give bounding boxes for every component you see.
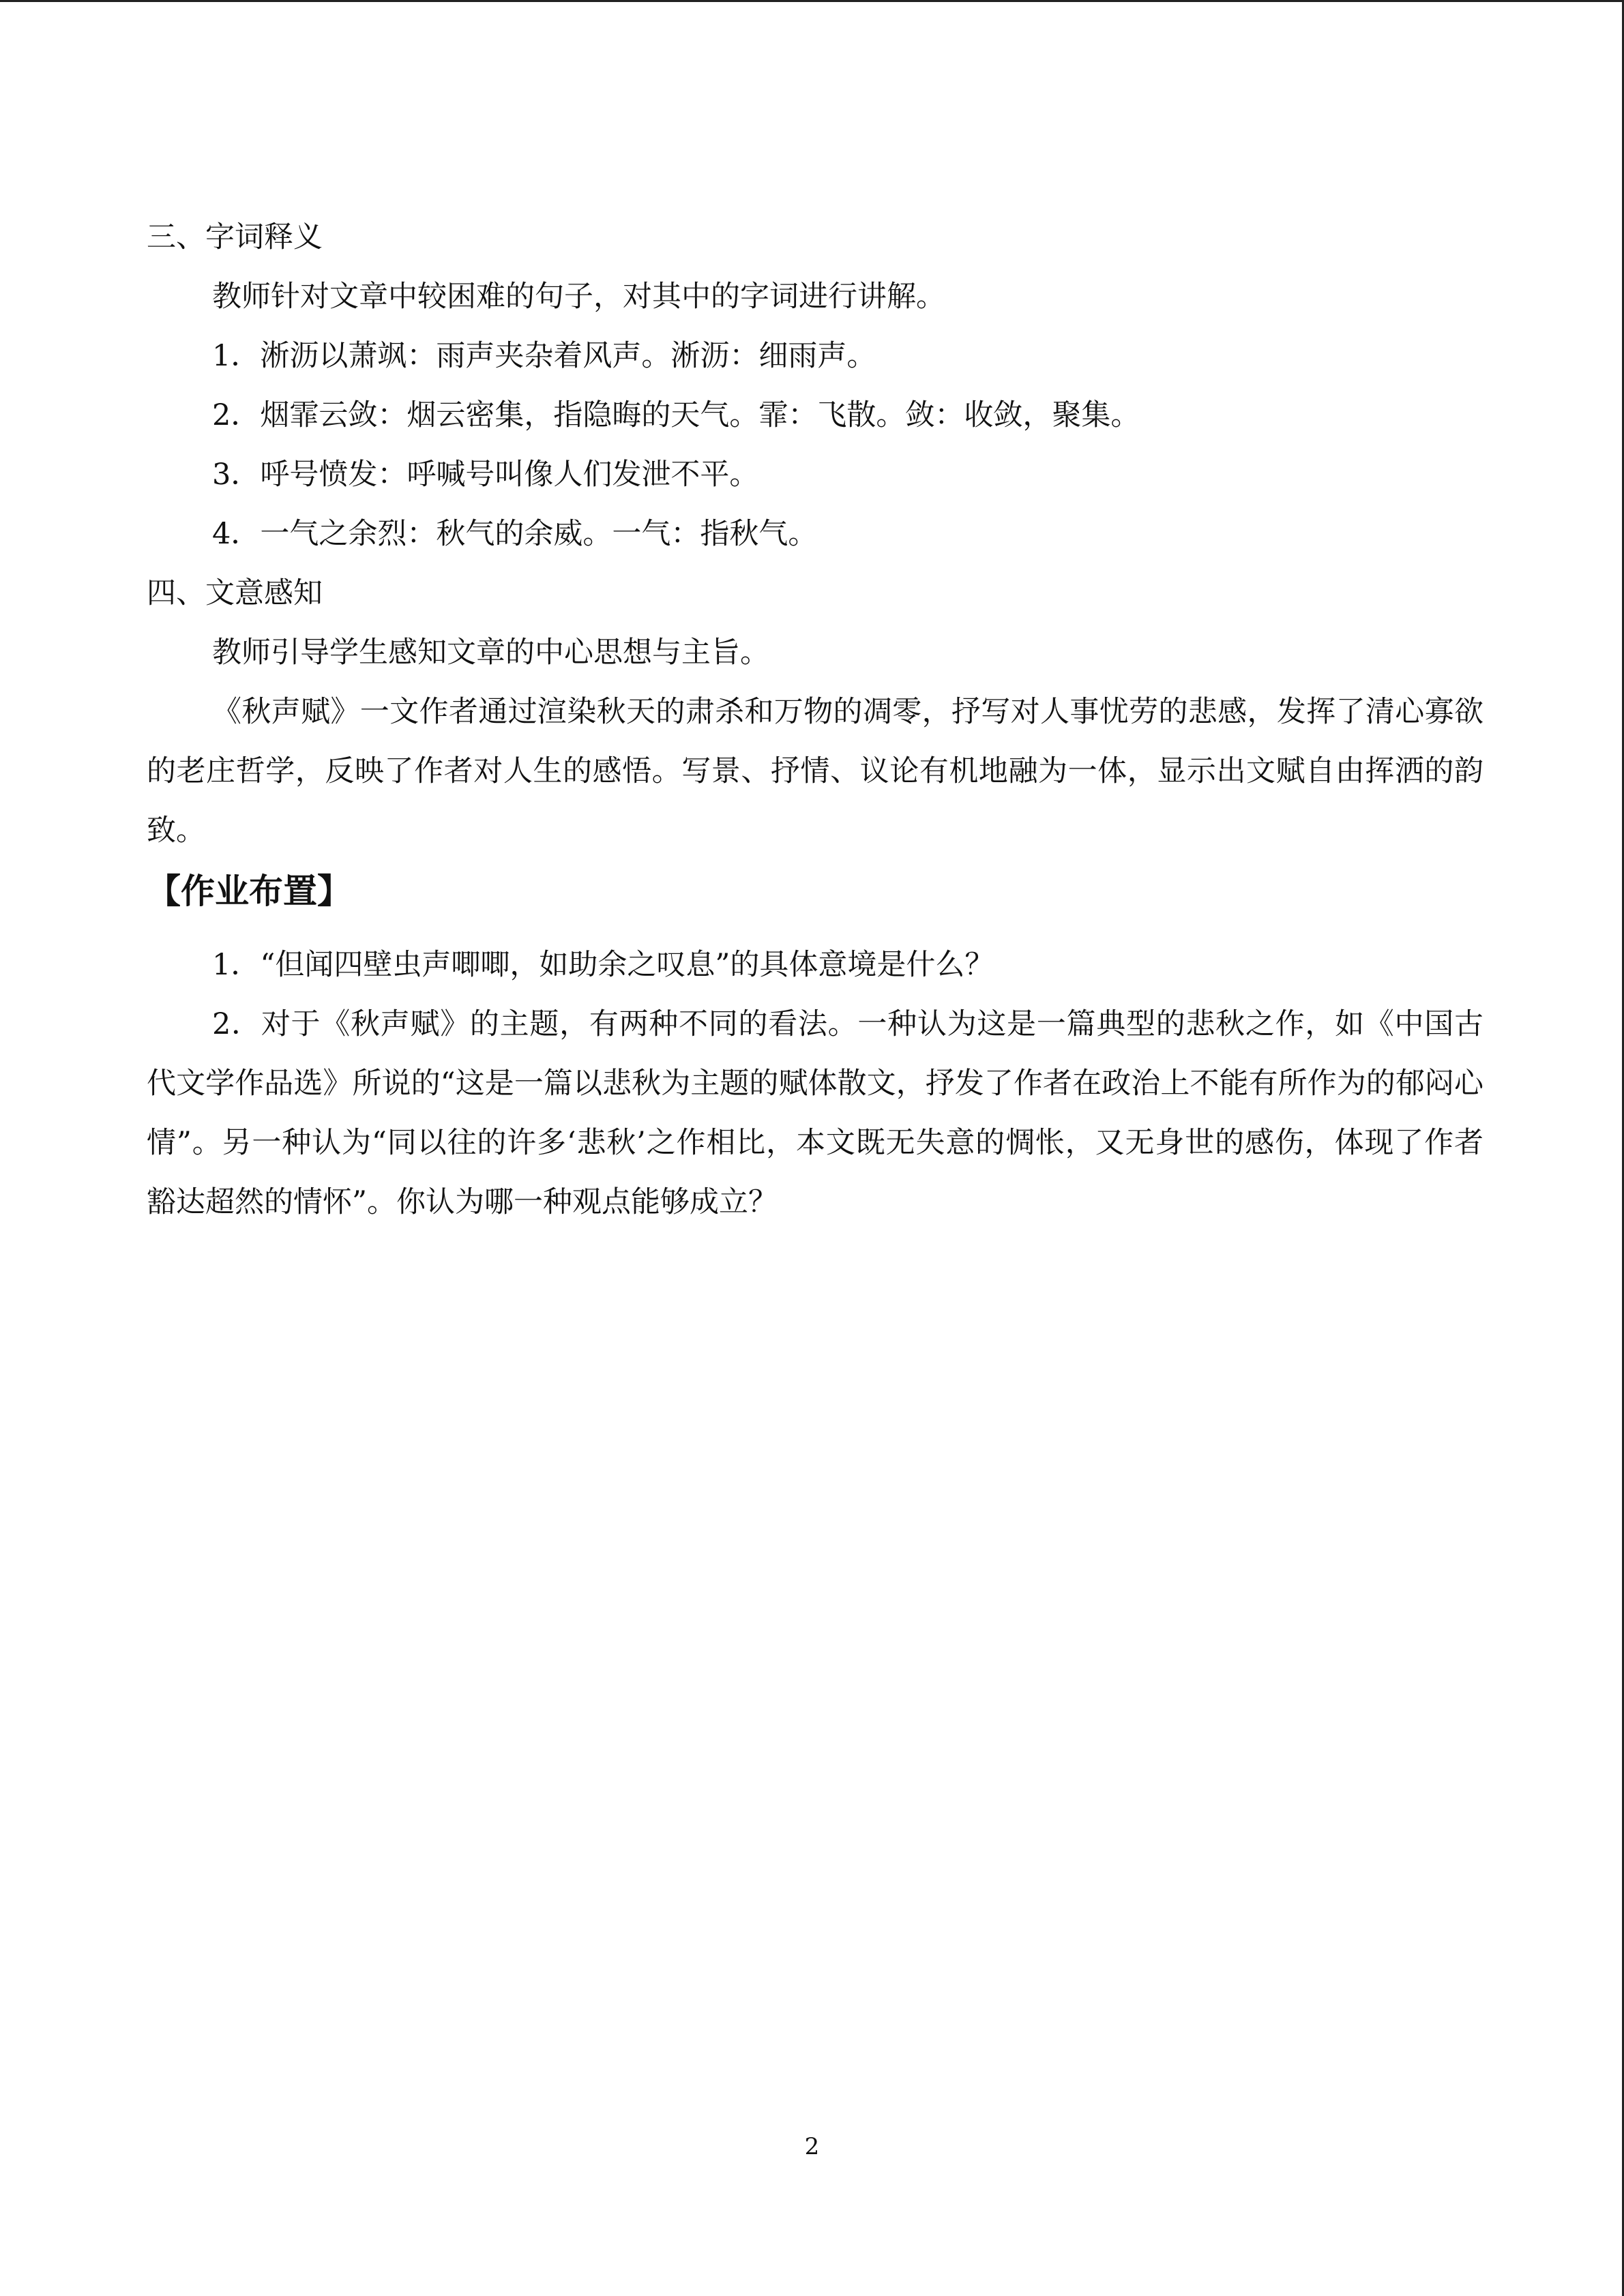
glossary-item: 2．烟霏云敛：烟云密集，指隐晦的天气。霏：飞散。敛：收敛，聚集。 — [212, 398, 1140, 432]
document-body — [147, 208, 1483, 1232]
glossary-item: 4．一气之余烈：秋气的余威。一气：指秋气。 — [212, 517, 818, 551]
page-border-top — [0, 0, 1624, 2]
section-3-title: 三、字词释义 — [147, 220, 323, 254]
section-4-title: 四、文意感知 — [147, 576, 323, 610]
section-3-intro: 教师针对文章中较困难的句子，对其中的字词进行讲解。 — [212, 280, 945, 314]
glossary-item: 3．呼号愤发：呼喊号叫像人们发泄不平。 — [212, 458, 759, 492]
homework-heading: 【作业布置】 — [147, 871, 351, 911]
glossary-item: 1．淅沥以萧飒：雨声夹杂着风声。淅沥：细雨声。 — [212, 339, 876, 373]
section-4-intro: 教师引导学生感知文章的中心思想与主旨。 — [212, 636, 769, 670]
page-number: 2 — [804, 2133, 820, 2160]
section-4-body: 《秋声赋》一文作者通过渲染秋天的肃杀和万物的凋零，抒写对人事忧劳的悲感，发挥了清心寡欲的老庄哲学，反映了作者对人生的感悟。写景、抒情、议论有机地融为一体，显示出文赋自由挥洒的韵致。 — [147, 695, 1483, 848]
homework-question-2: 2．对于《秋声赋》的主题，有两种不同的看法。一种认为这是一篇典型的悲秋之作，如《中国古代文学作品选》所说的“这是一篇以悲秋为主题的赋体散文，抒发了作者在政治上不能有所作为的郁闷心情”。另一种认为“同以往的许多‘悲秋’之作相比，本文既无失意的惆怅，又无身世的感伤，体现了作者豁达超然的情怀”。你认为哪一种观点能够成立？ — [147, 1007, 1483, 1219]
homework-question-1: 1．“但闻四壁虫声唧唧，如助余之叹息”的具体意境是什么？ — [212, 948, 994, 982]
